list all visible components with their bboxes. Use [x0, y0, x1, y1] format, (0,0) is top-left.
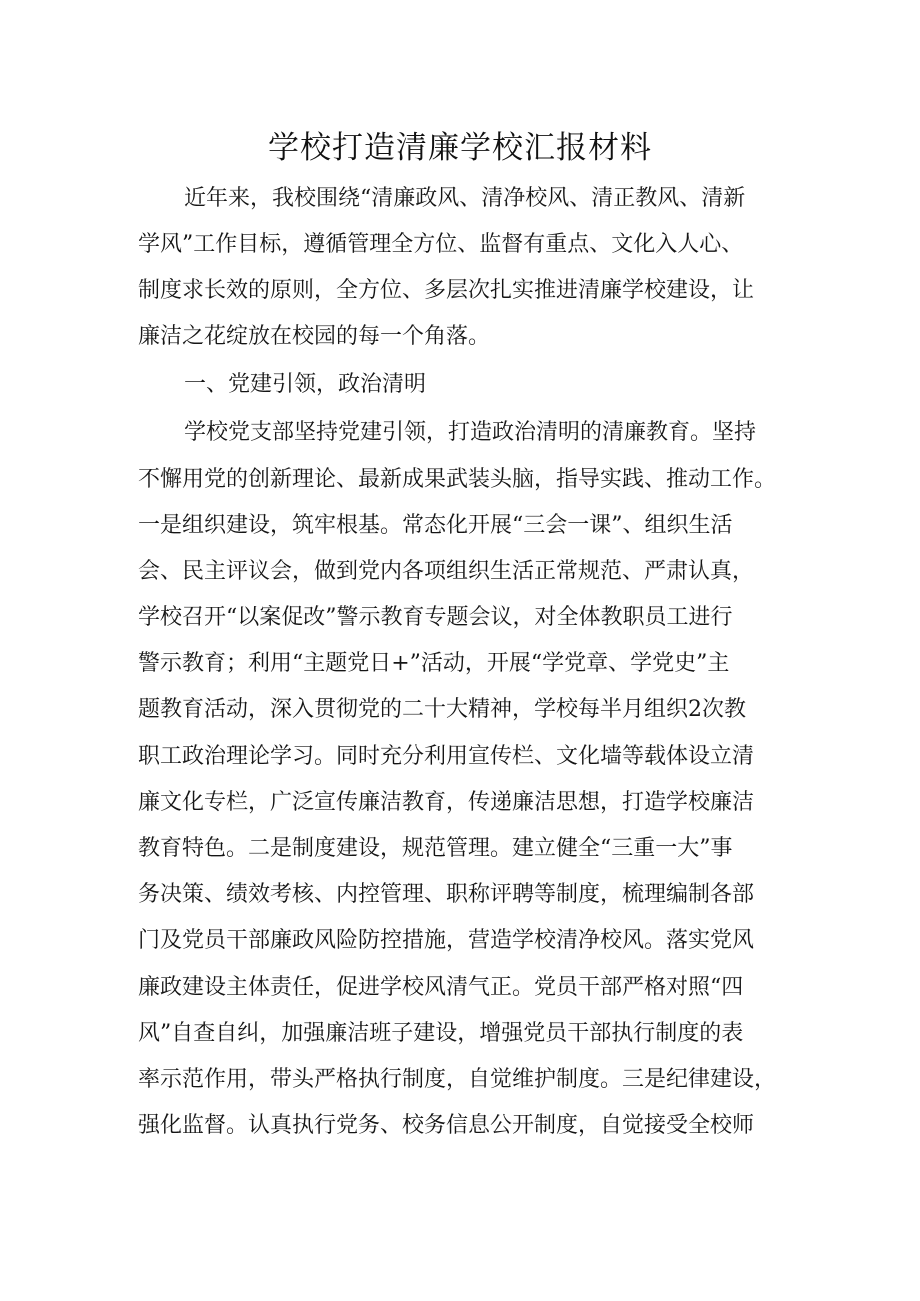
intro-line: 近年来，我校围绕“清廉政风、清净校风、清正教风、清新	[184, 186, 746, 211]
body-line: 警示教育；利用“主题党日+”活动，开展“学党章、学党史”主	[138, 651, 730, 676]
body-line: 风”自查自纠，加强廉洁班子建设，增强党员干部执行制度的表	[138, 1021, 744, 1046]
body-line: 学校召开“以案促改”警示教育专题会议，对全体教职员工进行	[138, 605, 733, 630]
body-line: 会、民主评议会，做到党内各项组织生活正常规范、严肃认真，	[138, 559, 755, 584]
body-line: 率示范作用，带头严格执行制度，自觉维护制度。三是纪律建设，	[138, 1067, 777, 1092]
body-line: 学校党支部坚持党建引领，打造政治清明的清廉教育。坚持	[184, 420, 757, 445]
body-line: 题教育活动，深入贯彻党的二十大精神，学校每半月组织2次教	[138, 697, 746, 722]
body-line: 务决策、绩效考核、内控管理、职称评聘等制度，梳理编制各部	[138, 882, 755, 907]
intro-line: 学风”工作目标，遵循管理全方位、监督有重点、文化入人心、	[138, 232, 744, 257]
body-line: 教育特色。二是制度建设，规范管理。建立健全“三重一大”事	[138, 836, 733, 861]
body-line: 不懈用党的创新理论、最新成果武装头脑，指导实践、推动工作。	[138, 467, 777, 492]
section-heading: 一、党建引领，政治清明	[184, 372, 427, 397]
body-line: 一是组织建设，筑牢根基。常态化开展“三会一课”、组织生活	[138, 513, 733, 538]
body-line: 廉政建设主体责任，促进学校风清气正。党员干部严格对照“四	[138, 975, 744, 1000]
document-title: 学校打造清廉学校汇报材料	[268, 130, 652, 166]
body-line: 门及党员干部廉政风险防控措施，营造学校清净校风。落实党风	[138, 928, 755, 953]
body-line: 廉文化专栏，广泛宣传廉洁教育，传递廉洁思想，打造学校廉洁	[138, 790, 755, 815]
intro-line: 廉洁之花绽放在校园的每一个角落。	[138, 324, 491, 349]
intro-line: 制度求长效的原则，全方位、多层次扎实推进清廉学校建设，让	[138, 278, 755, 303]
body-line: 职工政治理论学习。同时充分利用宣传栏、文化墙等载体设立清	[138, 744, 755, 769]
body-line: 强化监督。认真执行党务、校务信息公开制度，自觉接受全校师	[138, 1113, 755, 1138]
